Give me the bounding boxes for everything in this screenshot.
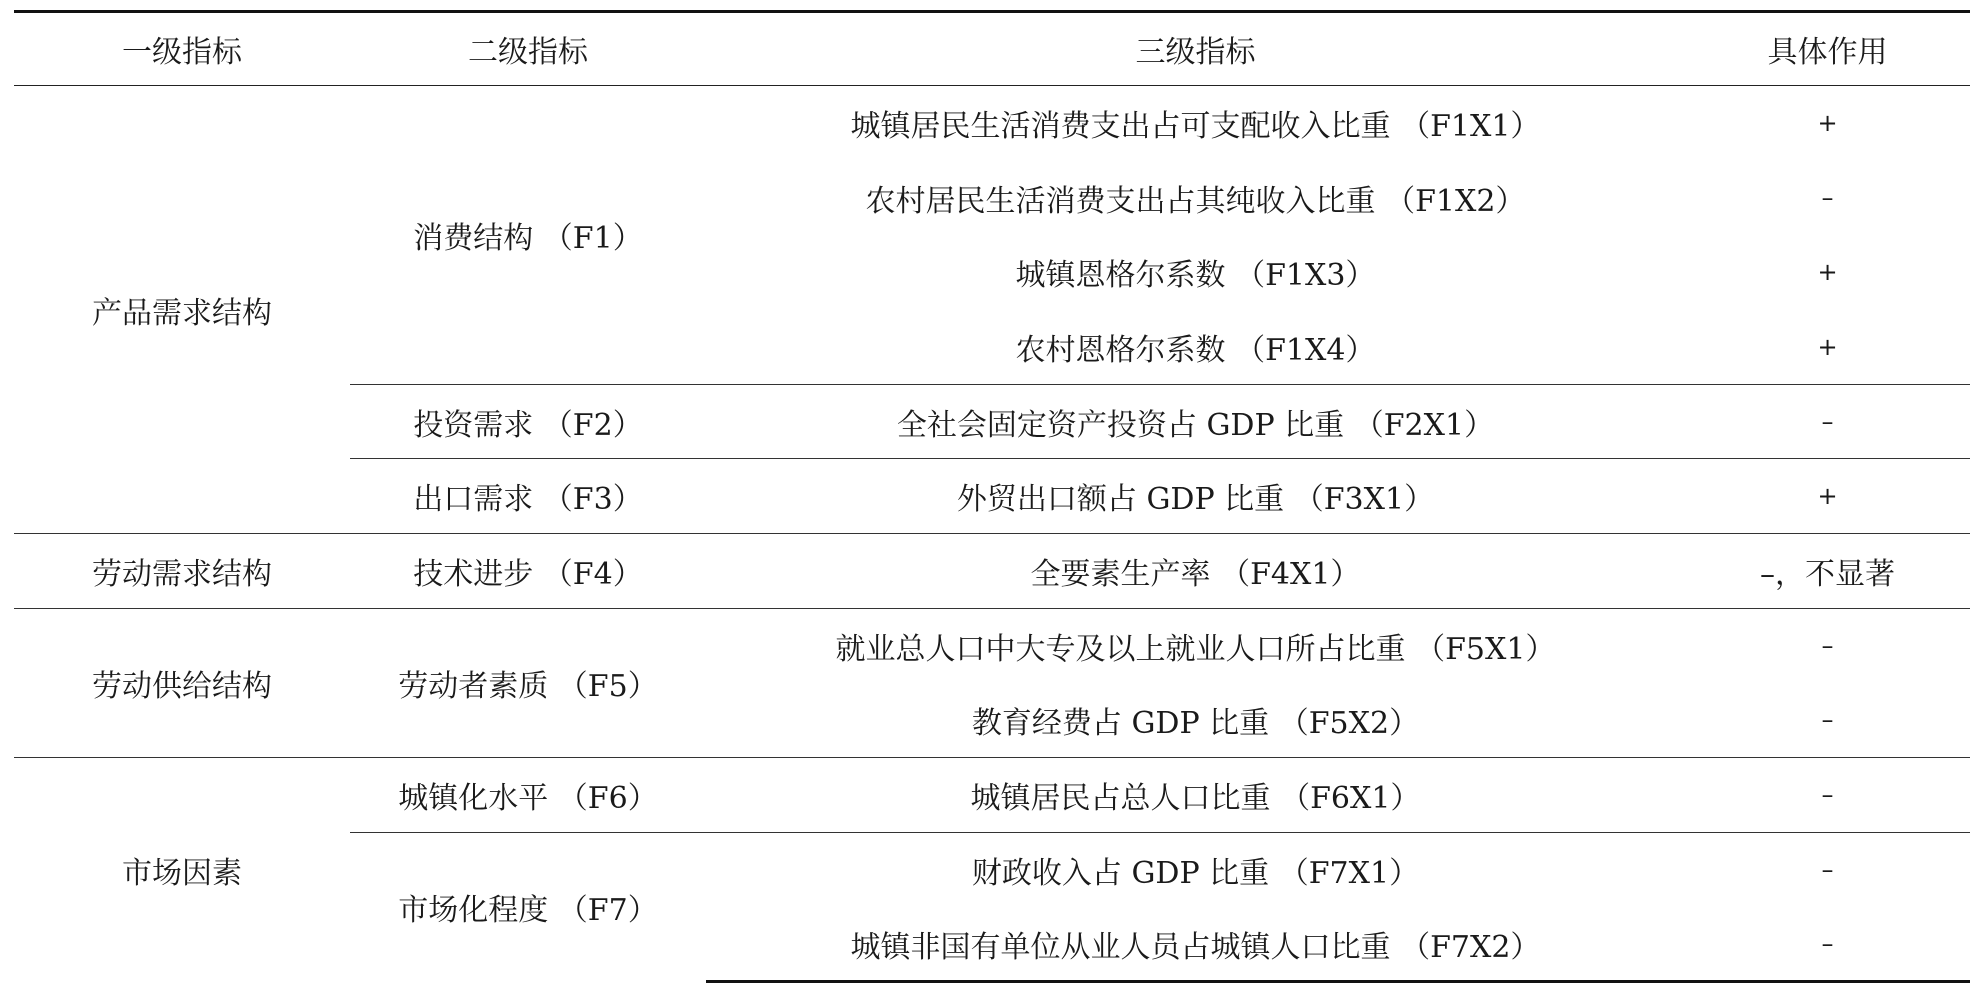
level1-market: 市场因素 [14, 758, 350, 982]
table-row [14, 758, 1970, 833]
level3-indicator: 外贸出口额占 GDP 比重 （F3X1） [706, 459, 1685, 534]
level2-investment: 投资需求 （F2） [350, 384, 706, 459]
header-level1: 一级指标 [14, 12, 350, 86]
level1-labor-demand: 劳动需求结构 [14, 534, 350, 609]
effect-value: – [1685, 384, 1970, 459]
level2-marketization: 市场化程度 （F7） [350, 832, 706, 981]
level3-indicator: 全社会固定资产投资占 GDP 比重 （F2X1） [706, 384, 1685, 459]
effect-value: + [1817, 258, 1838, 287]
level3-indicator: 教育经费占 GDP 比重 （F5X2） [971, 706, 1420, 742]
level3-indicator: 城镇居民生活消费支出占可支配收入比重 （F1X1） [850, 109, 1541, 145]
level2-tech-progress: 技术进步 （F4） [350, 534, 706, 609]
effect-value: – [1685, 758, 1970, 833]
effect-value: + [1817, 109, 1838, 138]
level2-worker-quality: 劳动者素质 （F5） [350, 608, 706, 757]
indicator-table [14, 10, 1970, 983]
level1-labor-supply: 劳动供给结构 [14, 608, 350, 757]
header-level3: 三级指标 [706, 12, 1685, 86]
level3-indicator: 农村居民生活消费支出占其纯收入比重 （F1X2） [865, 183, 1526, 219]
level3-indicator: 财政收入占 GDP 比重 （F7X1） [706, 832, 1685, 907]
level3-indicator: 农村恩格尔系数 （F1X4） [1015, 332, 1376, 368]
effect-value: – [1685, 832, 1970, 907]
level2-urbanization: 城镇化水平 （F6） [350, 758, 706, 833]
level1-product-demand: 产品需求结构 [92, 295, 272, 331]
level3-indicator: 城镇恩格尔系数 （F1X3） [1015, 258, 1376, 294]
effect-value: + [1685, 459, 1970, 534]
effect-value: – [1685, 608, 1970, 683]
table-row [14, 608, 1970, 683]
effect-value: –，不显著 [1685, 534, 1970, 609]
level2-consumption: 消费结构 （F1） [413, 220, 643, 256]
effect-value: – [1821, 183, 1834, 212]
table-row [14, 86, 1970, 161]
header-level2: 二级指标 [350, 12, 706, 86]
table-row [14, 534, 1970, 609]
level2-export: 出口需求 （F3） [350, 459, 706, 534]
effect-value: + [1817, 332, 1838, 361]
level3-indicator: 城镇非国有单位从业人员占城镇人口比重 （F7X2） [706, 907, 1685, 982]
header-effect: 具体作用 [1685, 12, 1970, 86]
effect-value: – [1685, 907, 1970, 982]
level3-indicator: 全要素生产率 （F4X1） [706, 534, 1685, 609]
indicator-table-container [14, 10, 1970, 983]
effect-value: – [1821, 706, 1834, 735]
level3-indicator: 城镇居民占总人口比重 （F6X1） [706, 758, 1685, 833]
level3-indicator: 就业总人口中大专及以上就业人口所占比重 （F5X1） [706, 608, 1685, 683]
table-header-row [14, 12, 1970, 86]
